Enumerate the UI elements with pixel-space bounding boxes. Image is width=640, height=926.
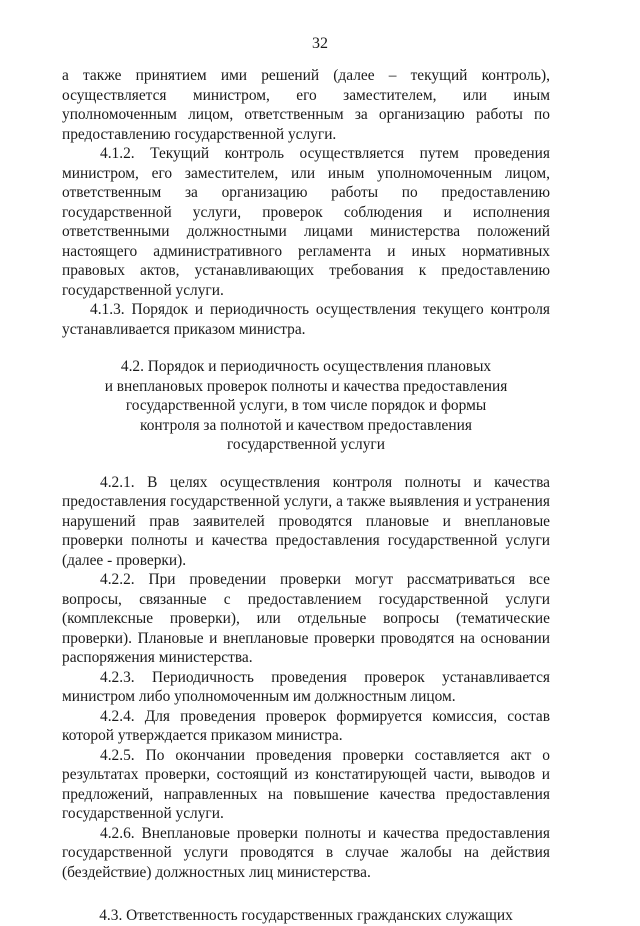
spacer [62,339,550,357]
paragraph-4-2-5: 4.2.5. По окончании проведения проверки составляется акт о результатах проверки, состоящий из констатирующей части, выводов и предложений, направленных на повышение качества предоставления государственной услуги. [62,746,550,822]
paragraph-4-2-4: 4.2.4. Для проведения проверок формируется комиссия, состав которой утверждается приказом министра. [62,707,550,744]
paragraph-4-1-3: 4.1.3. Порядок и периодичность осуществления текущего контроля устанавливается приказом министра. [62,301,550,338]
paragraph-4-2-6: 4.2.6. Внеплановые проверки полноты и качества предоставления государственной услуги проводятся в случае жалобы на действия (бездействие) должностных лиц министерства. [62,824,550,881]
page-number: 32 [312,35,328,52]
paragraph-4-2-2: 4.2.2. При проведении проверки могут рассматриваться все вопросы, связанные с предоставлением государственной услуги (комплексные проверки), или отдельные вопросы (тематические проверки). Плановые и внеплановые проверки проводятся на основании распоряжения министерства. [62,571,550,666]
section-heading-4-3: 4.3. Ответственность государственных гражданских служащих [99,907,513,924]
heading-line: 4.2. Порядок и периодичность осуществления плановых [120,358,492,375]
heading-line: контроля за полнотой и качеством предоставления [140,416,472,434]
spacer [62,455,550,473]
spacer [62,882,550,906]
paragraph-continuation: а также принятием ими решений (далее – текущий контроль), осуществляется министром, его заместителем, или иным уполномоченным лицом, ответственным за организацию работы по предоставлению государственной услуги. [62,67,550,143]
heading-line: государственной услуги, в том числе порядок и формы [125,397,487,414]
paragraph-4-2-3: 4.2.3. Периодичность проведения проверок устанавливается министром либо уполномоченным им должностным лицом. [62,668,550,705]
section-heading-4-2 [62,357,550,455]
document-body [62,66,550,926]
heading-line: государственной услуги [227,436,385,453]
heading-line: и внеплановых проверок полноты и качества предоставления [104,377,508,395]
paragraph-4-1-2: 4.1.2. Текущий контроль осуществляется путем проведения министром, его заместителем, или иным уполномоченным лицом, ответственным за организацию работы по предоставлению государственной услуги, проверок соблюдения и исполнения ответственными должностными лицами министерства положений настоящего административного регламента и иных нормативных правовых актов, устанавливающих требования к предоставлению государственной услуги. [62,145,550,299]
paragraph-4-2-1: 4.2.1. В целях осуществления контроля полноты и качества предоставления государственной услуги, а также выявления и устранения нарушений прав заявителей проводятся плановые и внеплановые проверки полноты и качества предоставления государственной услуги (далее - проверки). [62,473,550,569]
